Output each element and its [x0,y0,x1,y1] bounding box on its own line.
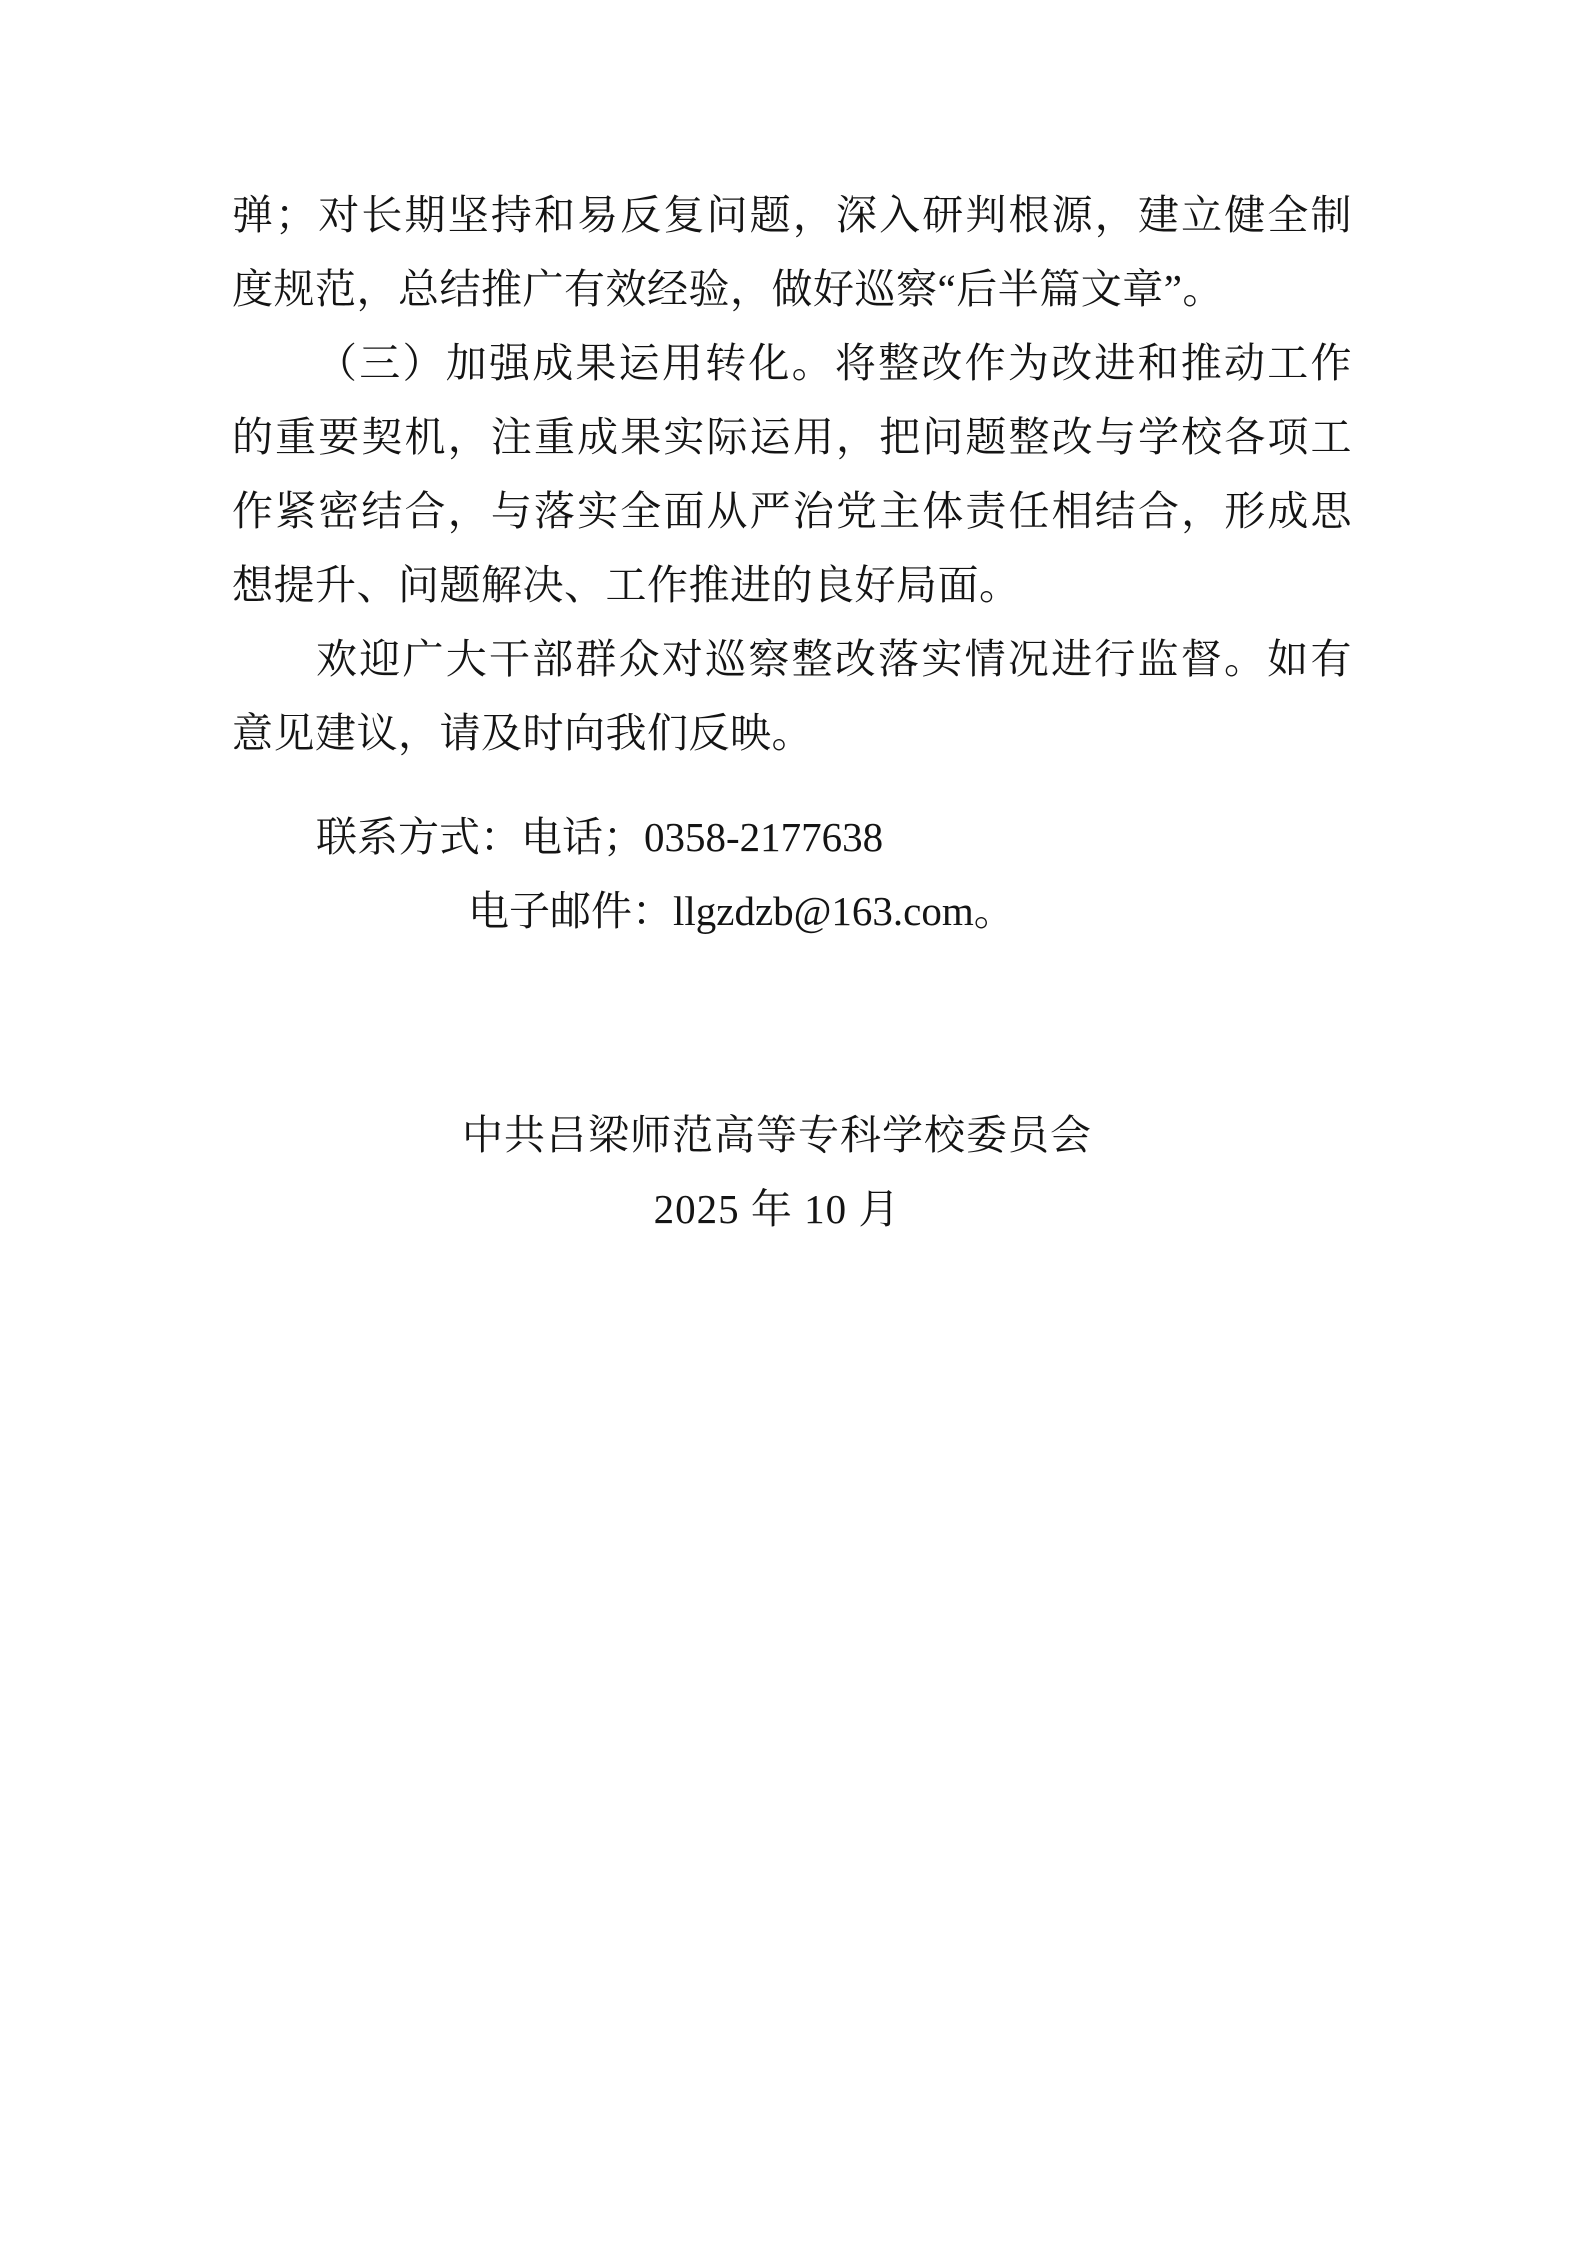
signature-block [232,1098,1352,1246]
contact-email-line: 电子邮件：llgzdzb@163.com。 [468,888,1015,934]
paragraph-continuation: 弹；对长期坚持和易反复问题，深入研判根源，建立健全制度规范，总结推广有效经验，做好巡察“后半篇文章”。 [232,192,1352,312]
document-body [232,178,1352,1246]
contact-phone-line: 联系方式：电话；0358-2177638 [316,814,884,860]
signature-organization: 中共吕梁师范高等专科学校委员会 [462,1112,1092,1158]
paragraph-section-three: （三）加强成果运用转化。将整改作为改进和推动工作的重要契机，注重成果实际运用，把问题整改与学校各项工作紧密结合，与落实全面从严治党主体责任相结合，形成思想提升、问题解决、工作推进的良好局面。 [232,340,1352,608]
contact-block [232,800,1352,948]
paragraph-supervision-invite: 欢迎广大干部群众对巡察整改落实情况进行监督。如有意见建议，请及时向我们反映。 [232,636,1352,756]
signature-date: 2025 年 10 月 [653,1186,901,1232]
